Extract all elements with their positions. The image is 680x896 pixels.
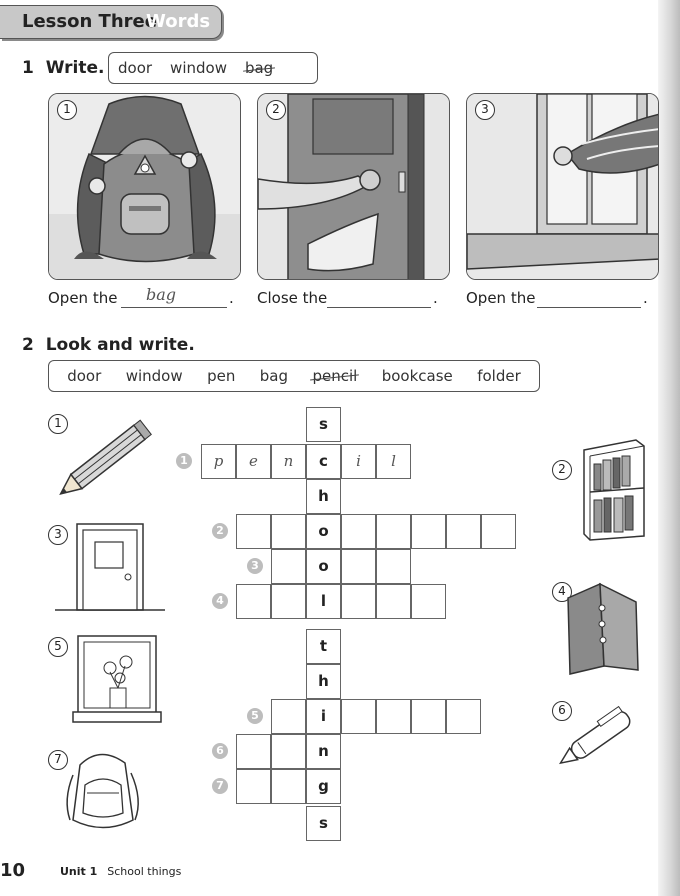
pen-icon (546, 695, 646, 777)
word-bank-item-crossed: bag (244, 59, 274, 77)
page-number: 10 (0, 860, 26, 881)
footer-unit-label: Unit 1 (60, 865, 98, 878)
crossword-cell-empty[interactable] (271, 699, 306, 734)
exercise-2-number: 2 (22, 335, 34, 355)
crossword-cell: n (306, 734, 341, 769)
crossword-cell: g (306, 769, 341, 804)
crossword-cell: l (306, 584, 341, 619)
crossword-cell-answer[interactable]: l (376, 444, 411, 479)
crossword-cell-answer[interactable]: n (271, 444, 306, 479)
exercise-2-word-bank (48, 360, 540, 392)
backpack-illustration (49, 94, 241, 280)
picture-open-bag (48, 93, 241, 280)
answer-1-handwriting: bag (146, 285, 177, 304)
picture-number: 1 (57, 100, 77, 120)
crossword-cell-empty[interactable] (236, 514, 271, 549)
pencil-icon (48, 412, 158, 507)
backpack-icon (55, 745, 150, 835)
sentence-1-prefix: Open the (48, 289, 118, 307)
picture-open-window (466, 93, 659, 280)
crossword-cell-empty[interactable] (341, 699, 376, 734)
window-illustration (467, 94, 659, 280)
crossword-cell-answer[interactable]: p (201, 444, 236, 479)
clue-number: 5 (247, 708, 263, 724)
footer-unit-title: School things (107, 865, 182, 878)
crossword-cell-empty[interactable] (411, 699, 446, 734)
picture-number: 3 (475, 100, 495, 120)
folder-icon (560, 578, 645, 678)
sentence-2-period: . (433, 289, 438, 307)
crossword-cell: s (306, 407, 341, 442)
lesson-topic: Words (146, 11, 211, 32)
picture-number: 4 (552, 582, 572, 602)
picture-number: 5 (48, 637, 68, 657)
clue-number: 3 (247, 558, 263, 574)
answer-blank-3[interactable] (537, 288, 641, 308)
word-bank-item: bag (259, 367, 289, 385)
crossword-cell: c (306, 444, 341, 479)
crossword-cell-empty[interactable] (236, 584, 271, 619)
picture-number: 2 (552, 460, 572, 480)
sentence-3-prefix: Open the (466, 289, 536, 307)
crossword-cell-empty[interactable] (236, 734, 271, 769)
exercise-1-word-bank (108, 52, 318, 84)
crossword-cell-empty[interactable] (446, 699, 481, 734)
crossword-cell: o (306, 514, 341, 549)
word-bank-item: door (118, 59, 153, 77)
answer-blank-2[interactable] (327, 288, 431, 308)
picture-number: 3 (48, 525, 68, 545)
picture-number: 6 (552, 701, 572, 721)
clue-number: 7 (212, 778, 228, 794)
word-bank-item: folder (477, 367, 521, 385)
sentence-1-period: . (229, 289, 234, 307)
exercise-2-title: Look and write. (45, 335, 195, 355)
crossword-cell-empty[interactable] (341, 549, 376, 584)
crossword-cell: h (306, 664, 341, 699)
crossword-cell-empty[interactable] (376, 699, 411, 734)
clue-number: 4 (212, 593, 228, 609)
picture-number: 1 (48, 414, 68, 434)
crossword-cell-empty[interactable] (271, 514, 306, 549)
picture-close-door (257, 93, 450, 280)
exercise-2-heading (22, 335, 195, 355)
crossword-cell: s (306, 806, 341, 841)
crossword-cell-empty[interactable] (411, 584, 446, 619)
crossword-cell: o (306, 549, 341, 584)
exercise-1-heading (22, 58, 104, 78)
crossword-cell-empty[interactable] (446, 514, 481, 549)
crossword-cell: i (306, 699, 341, 734)
crossword-cell-empty[interactable] (271, 584, 306, 619)
word-bank-item: window (170, 59, 227, 77)
word-bank-item: bookcase (381, 367, 453, 385)
crossword-cell-empty[interactable] (271, 549, 306, 584)
crossword-cell-empty[interactable] (411, 514, 446, 549)
exercise-1-number: 1 (22, 58, 34, 78)
crossword-cell-empty[interactable] (341, 584, 376, 619)
window-flower-icon (70, 632, 165, 727)
lesson-title: Lesson Three (22, 11, 157, 32)
clue-number: 2 (212, 523, 228, 539)
picture-number: 2 (266, 100, 286, 120)
footer-unit (60, 865, 181, 878)
clue-number: 1 (176, 453, 192, 469)
crossword-cell: h (306, 479, 341, 514)
word-bank-item-crossed: pencil (312, 367, 358, 385)
picture-number: 7 (48, 750, 68, 770)
crossword-cell-empty[interactable] (376, 549, 411, 584)
sentence-2-prefix: Close the (257, 289, 328, 307)
page-edge-shadow (658, 0, 680, 896)
crossword-cell-empty[interactable] (236, 769, 271, 804)
word-bank-item: pen (207, 367, 236, 385)
crossword-cell-empty[interactable] (376, 514, 411, 549)
exercise-1-title: Write. (45, 58, 105, 78)
lesson-header-tab (0, 5, 222, 39)
clue-number: 6 (212, 743, 228, 759)
word-bank-item: window (125, 367, 183, 385)
crossword-cell-empty[interactable] (481, 514, 516, 549)
sentence-3-period: . (643, 289, 648, 307)
crossword-cell-empty[interactable] (271, 769, 306, 804)
crossword-cell-empty[interactable] (271, 734, 306, 769)
crossword-cell-answer[interactable]: e (236, 444, 271, 479)
crossword-cell: t (306, 629, 341, 664)
crossword-cell-answer[interactable]: i (341, 444, 376, 479)
crossword-cell-empty[interactable] (376, 584, 411, 619)
bookcase-icon (576, 436, 648, 544)
crossword-cell-empty[interactable] (341, 514, 376, 549)
door-illustration (258, 94, 450, 280)
door-icon (55, 520, 165, 615)
word-bank-item: door (67, 367, 102, 385)
